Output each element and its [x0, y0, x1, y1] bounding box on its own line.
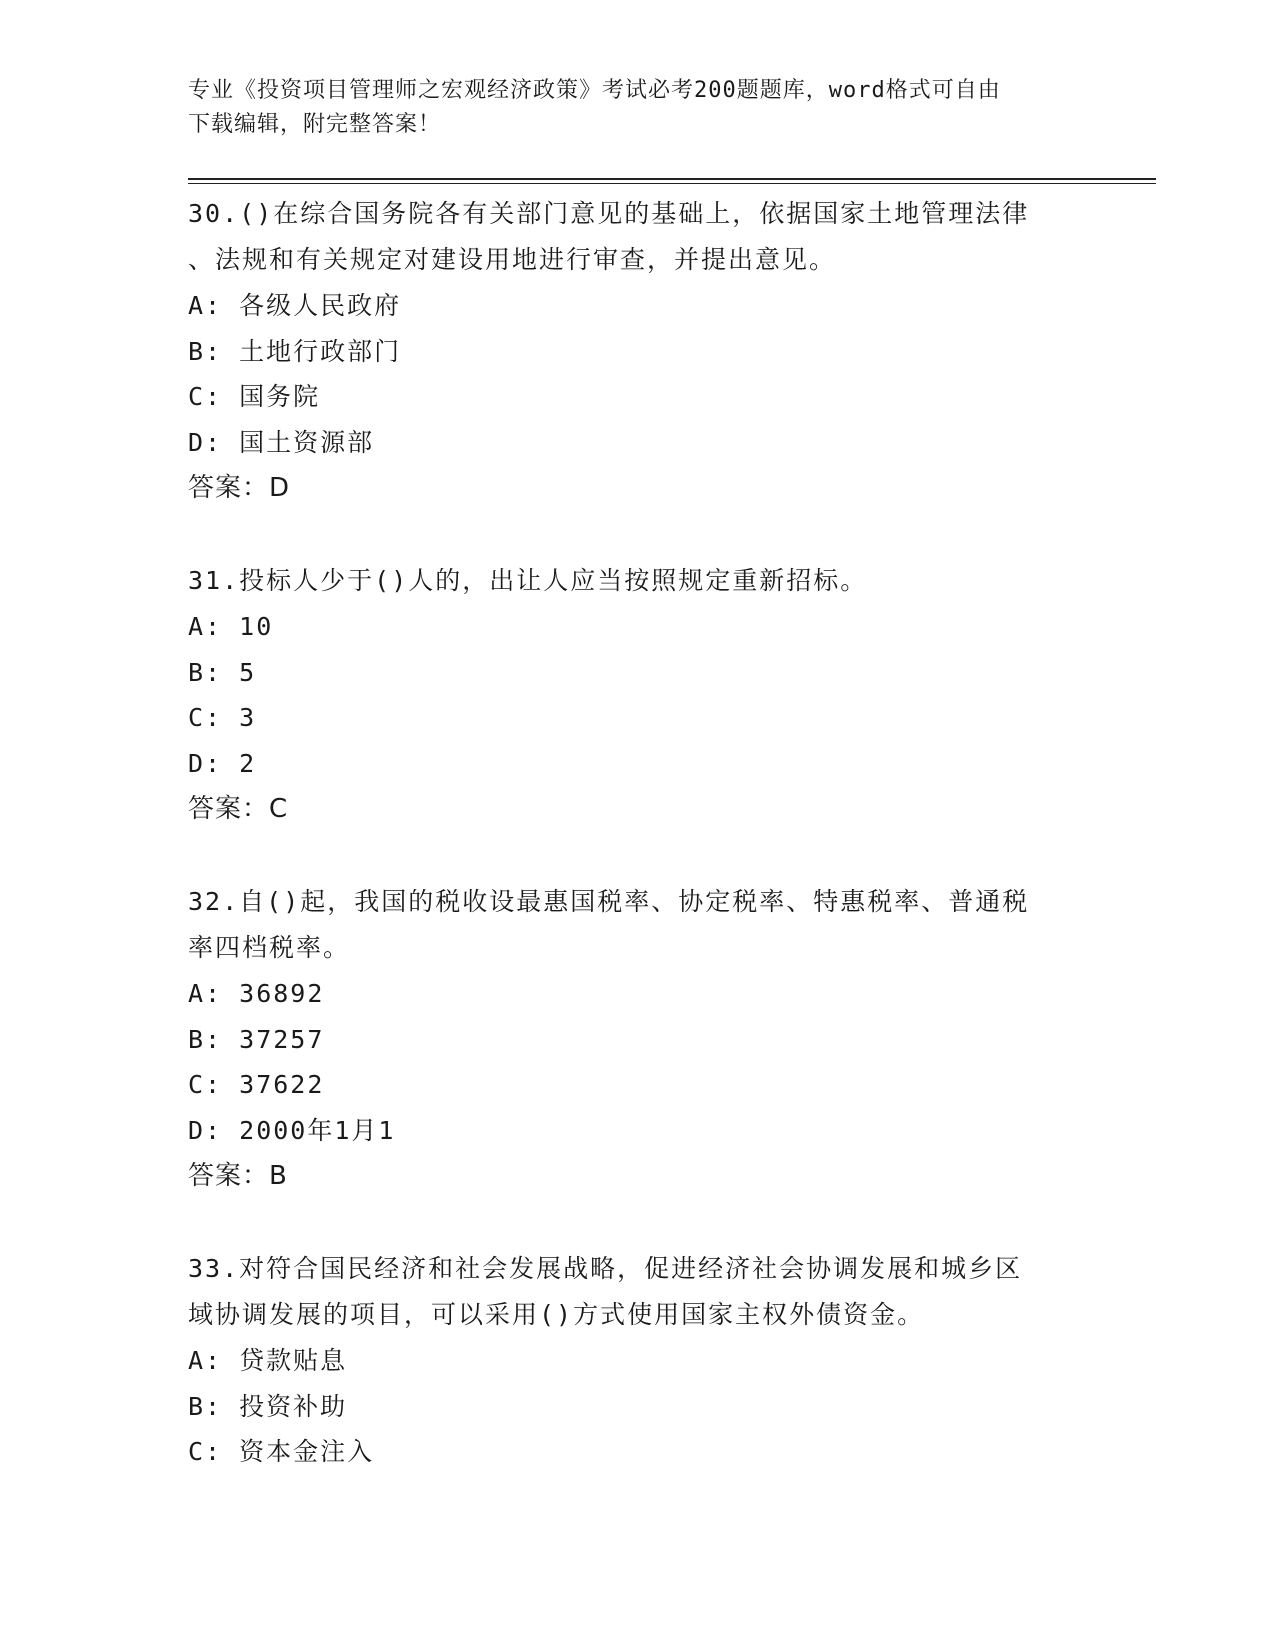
option-d: D: 2	[188, 748, 257, 778]
option-b: B: 土地行政部门	[188, 336, 402, 366]
option-d: D: 国土资源部	[188, 427, 375, 457]
question-33	[188, 1246, 1088, 1475]
question-text-line-1: 31.投标人少于()人的，出让人应当按照规定重新招标。	[188, 566, 868, 595]
option-d: D: 2000年1月1	[188, 1115, 396, 1145]
option-a: A: 10	[188, 612, 274, 641]
question-text-line-1: 30.()在综合国务院各有关部门意见的基础上，依据国家土地管理法律	[188, 199, 1030, 228]
question-31	[188, 558, 1088, 832]
option-c: C: 资本金注入	[188, 1437, 375, 1466]
question-list	[188, 191, 1088, 1522]
option-b: B: 5	[188, 657, 257, 687]
question-text-line-2: 率四档税率。	[188, 933, 351, 962]
question-text-line-2: 域协调发展的项目，可以采用()方式使用国家主权外债资金。	[188, 1300, 925, 1329]
answer: 答案：C	[188, 794, 289, 824]
header-line-1: 专业《投资项目管理师之宏观经济政策》考试必考200题题库，word格式可自由	[188, 78, 1001, 103]
header-divider-thin	[188, 183, 1156, 184]
question-32	[188, 879, 1088, 1199]
answer: 答案：B	[188, 1161, 288, 1191]
option-c: C: 3	[188, 703, 257, 732]
option-a: A: 各级人民政府	[188, 291, 402, 320]
question-text-line-1: 33.对符合国民经济和社会发展战略，促进经济社会协调发展和城乡区	[188, 1254, 1023, 1283]
header-divider-thick	[188, 178, 1156, 180]
question-30	[188, 191, 1088, 511]
option-a: A: 36892	[188, 979, 325, 1008]
question-text-line-1: 32.自()起，我国的税收设最惠国税率、协定税率、特惠税率、普通税	[188, 887, 1030, 916]
option-a: A: 贷款贴息	[188, 1346, 348, 1375]
option-b: B: 37257	[188, 1024, 325, 1054]
header-line-2: 下载编辑，附完整答案！	[188, 112, 442, 137]
option-c: C: 37622	[188, 1070, 325, 1099]
answer: 答案：D	[188, 473, 291, 503]
question-text-line-2: 、法规和有关规定对建设用地进行审查，并提出意见。	[188, 245, 837, 274]
document-header	[188, 74, 1088, 142]
option-c: C: 国务院	[188, 382, 321, 411]
option-b: B: 投资补助	[188, 1391, 348, 1421]
